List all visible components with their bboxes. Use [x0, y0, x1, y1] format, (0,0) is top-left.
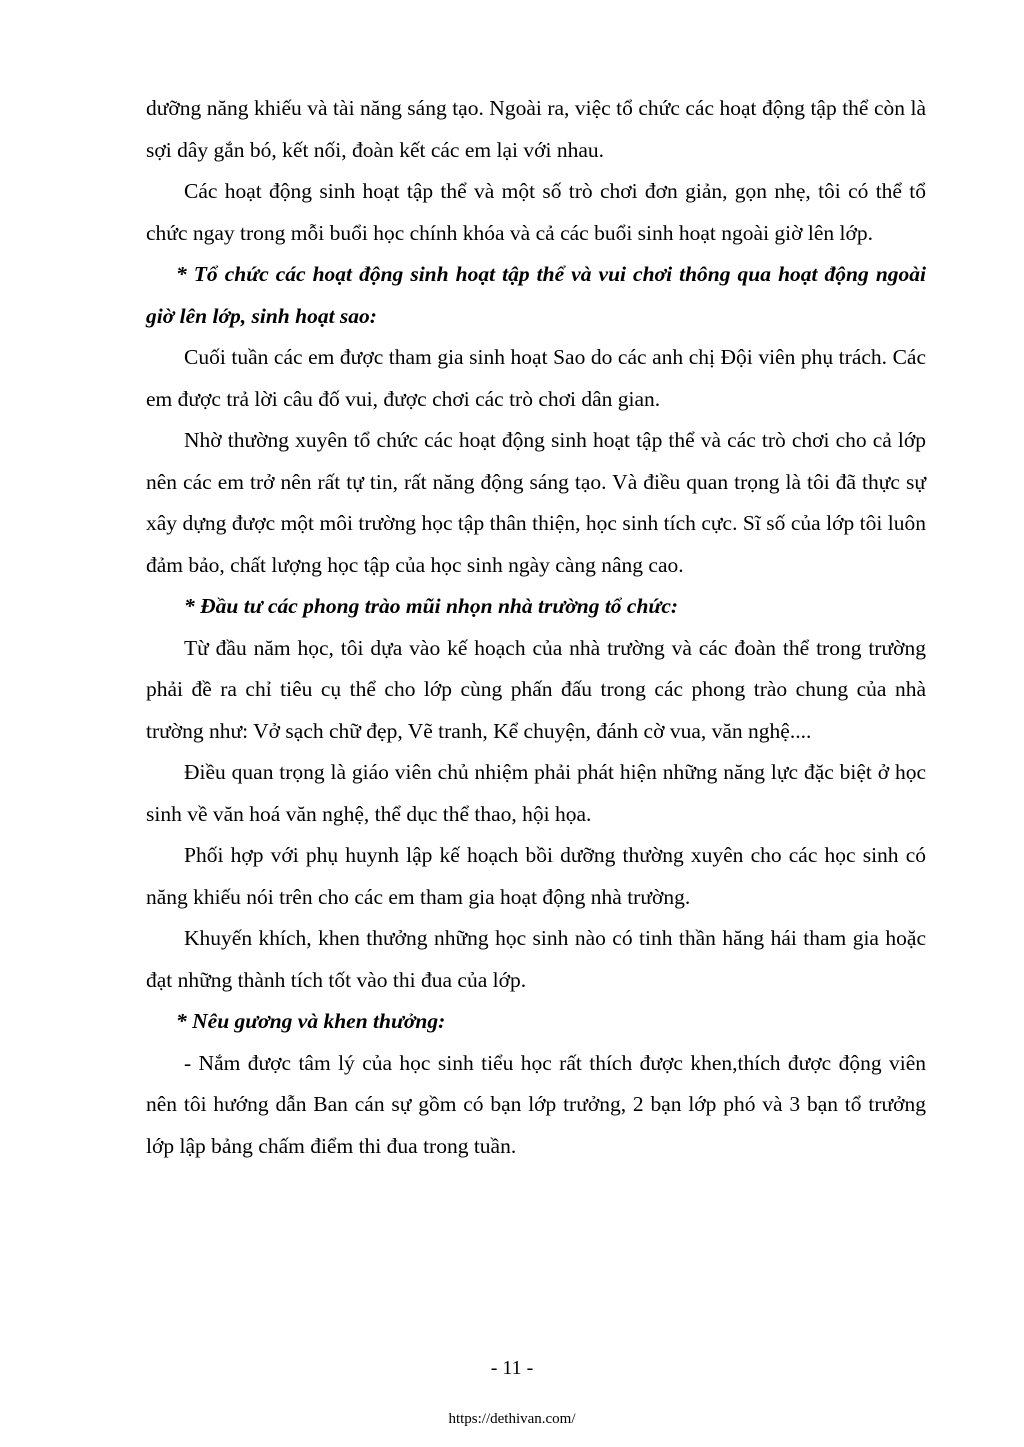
paragraph-activities: Các hoạt động sinh hoạt tập thể và một số trò chơi đơn giản, gọn nhẹ, tôi có thể tổ chức ngay trong mỗi buổi học chính khóa và cả các buổi sinh hoạt ngoài giờ lên lớp.	[146, 179, 926, 245]
paragraph-encouragement: Khuyến khích, khen thưởng những học sinh nào có tinh thần hăng hái tham gia hoặc đạt những thành tích tốt vào thi đua của lớp.	[146, 926, 926, 992]
page-number: - 11 -	[490, 1357, 534, 1379]
section-heading-group-activities: * Tổ chức các hoạt động sinh hoạt tập thể và vui chơi thông qua hoạt động ngoài giờ lên lớp, sinh hoạt sao:	[146, 262, 926, 328]
footer-url: https://dethivan.com/	[448, 1411, 576, 1427]
paragraph-weekend-sao: Cuối tuần các em được tham gia sinh hoạt Sao do các anh chị Đội viên phụ trách. Các em được trả lời câu đố vui, được chơi các trò chơi dân gian.	[146, 345, 926, 411]
section-heading-spearhead: * Đầu tư các phong trào mũi nhọn nhà trường tổ chức:	[184, 594, 679, 618]
section-heading-rewards: * Nêu gương và khen thưởng:	[176, 1009, 446, 1033]
document-body	[146, 88, 926, 1167]
paragraph-results: Nhờ thường xuyên tổ chức các hoạt động sinh hoạt tập thể và các trò chơi cho cả lớp nên các em trở nên rất tự tin, rất năng động sáng tạo. Và điều quan trọng là tôi đã thực sự xây dựng được một môi trường học tập thân thiện, học sinh tích cực. Sĩ số của lớp tôi luôn đảm bảo, chất lượng học tập của học sinh ngày càng nâng cao.	[146, 428, 926, 577]
paragraph-talent-discovery: Điều quan trọng là giáo viên chủ nhiệm phải phát hiện những năng lực đặc biệt ở học sinh về văn hoá văn nghệ, thể dục thể thao, hội họa.	[146, 760, 926, 826]
paragraph-continuation: dưỡng năng khiếu và tài năng sáng tạo. Ngoài ra, việc tổ chức các hoạt động tập thể còn là sợi dây gắn bó, kết nối, đoàn kết các em lại với nhau.	[146, 96, 926, 162]
paragraph-parent-cooperation: Phối hợp với phụ huynh lập kế hoạch bồi dưỡng thường xuyên cho các học sinh có năng khiếu nói trên cho các em tham gia hoạt động nhà trường.	[146, 843, 926, 909]
paragraph-school-plan: Từ đầu năm học, tôi dựa vào kế hoạch của nhà trường và các đoàn thể trong trường phải đề ra chỉ tiêu cụ thể cho lớp cùng phấn đấu trong các phong trào chung của nhà trường như: Vở sạch chữ đẹp, Vẽ tranh, Kể chuyện, đánh cờ vua, văn nghệ....	[146, 635, 926, 743]
paragraph-class-committee: - Nắm được tâm lý của học sinh tiểu học rất thích được khen,thích được động viên nên tôi hướng dẫn Ban cán sự gồm có bạn lớp trưởng, 2 bạn lớp phó và 3 bạn tổ trưởng lớp lập bảng chấm điểm thi đua trong tuần.	[146, 1050, 926, 1158]
